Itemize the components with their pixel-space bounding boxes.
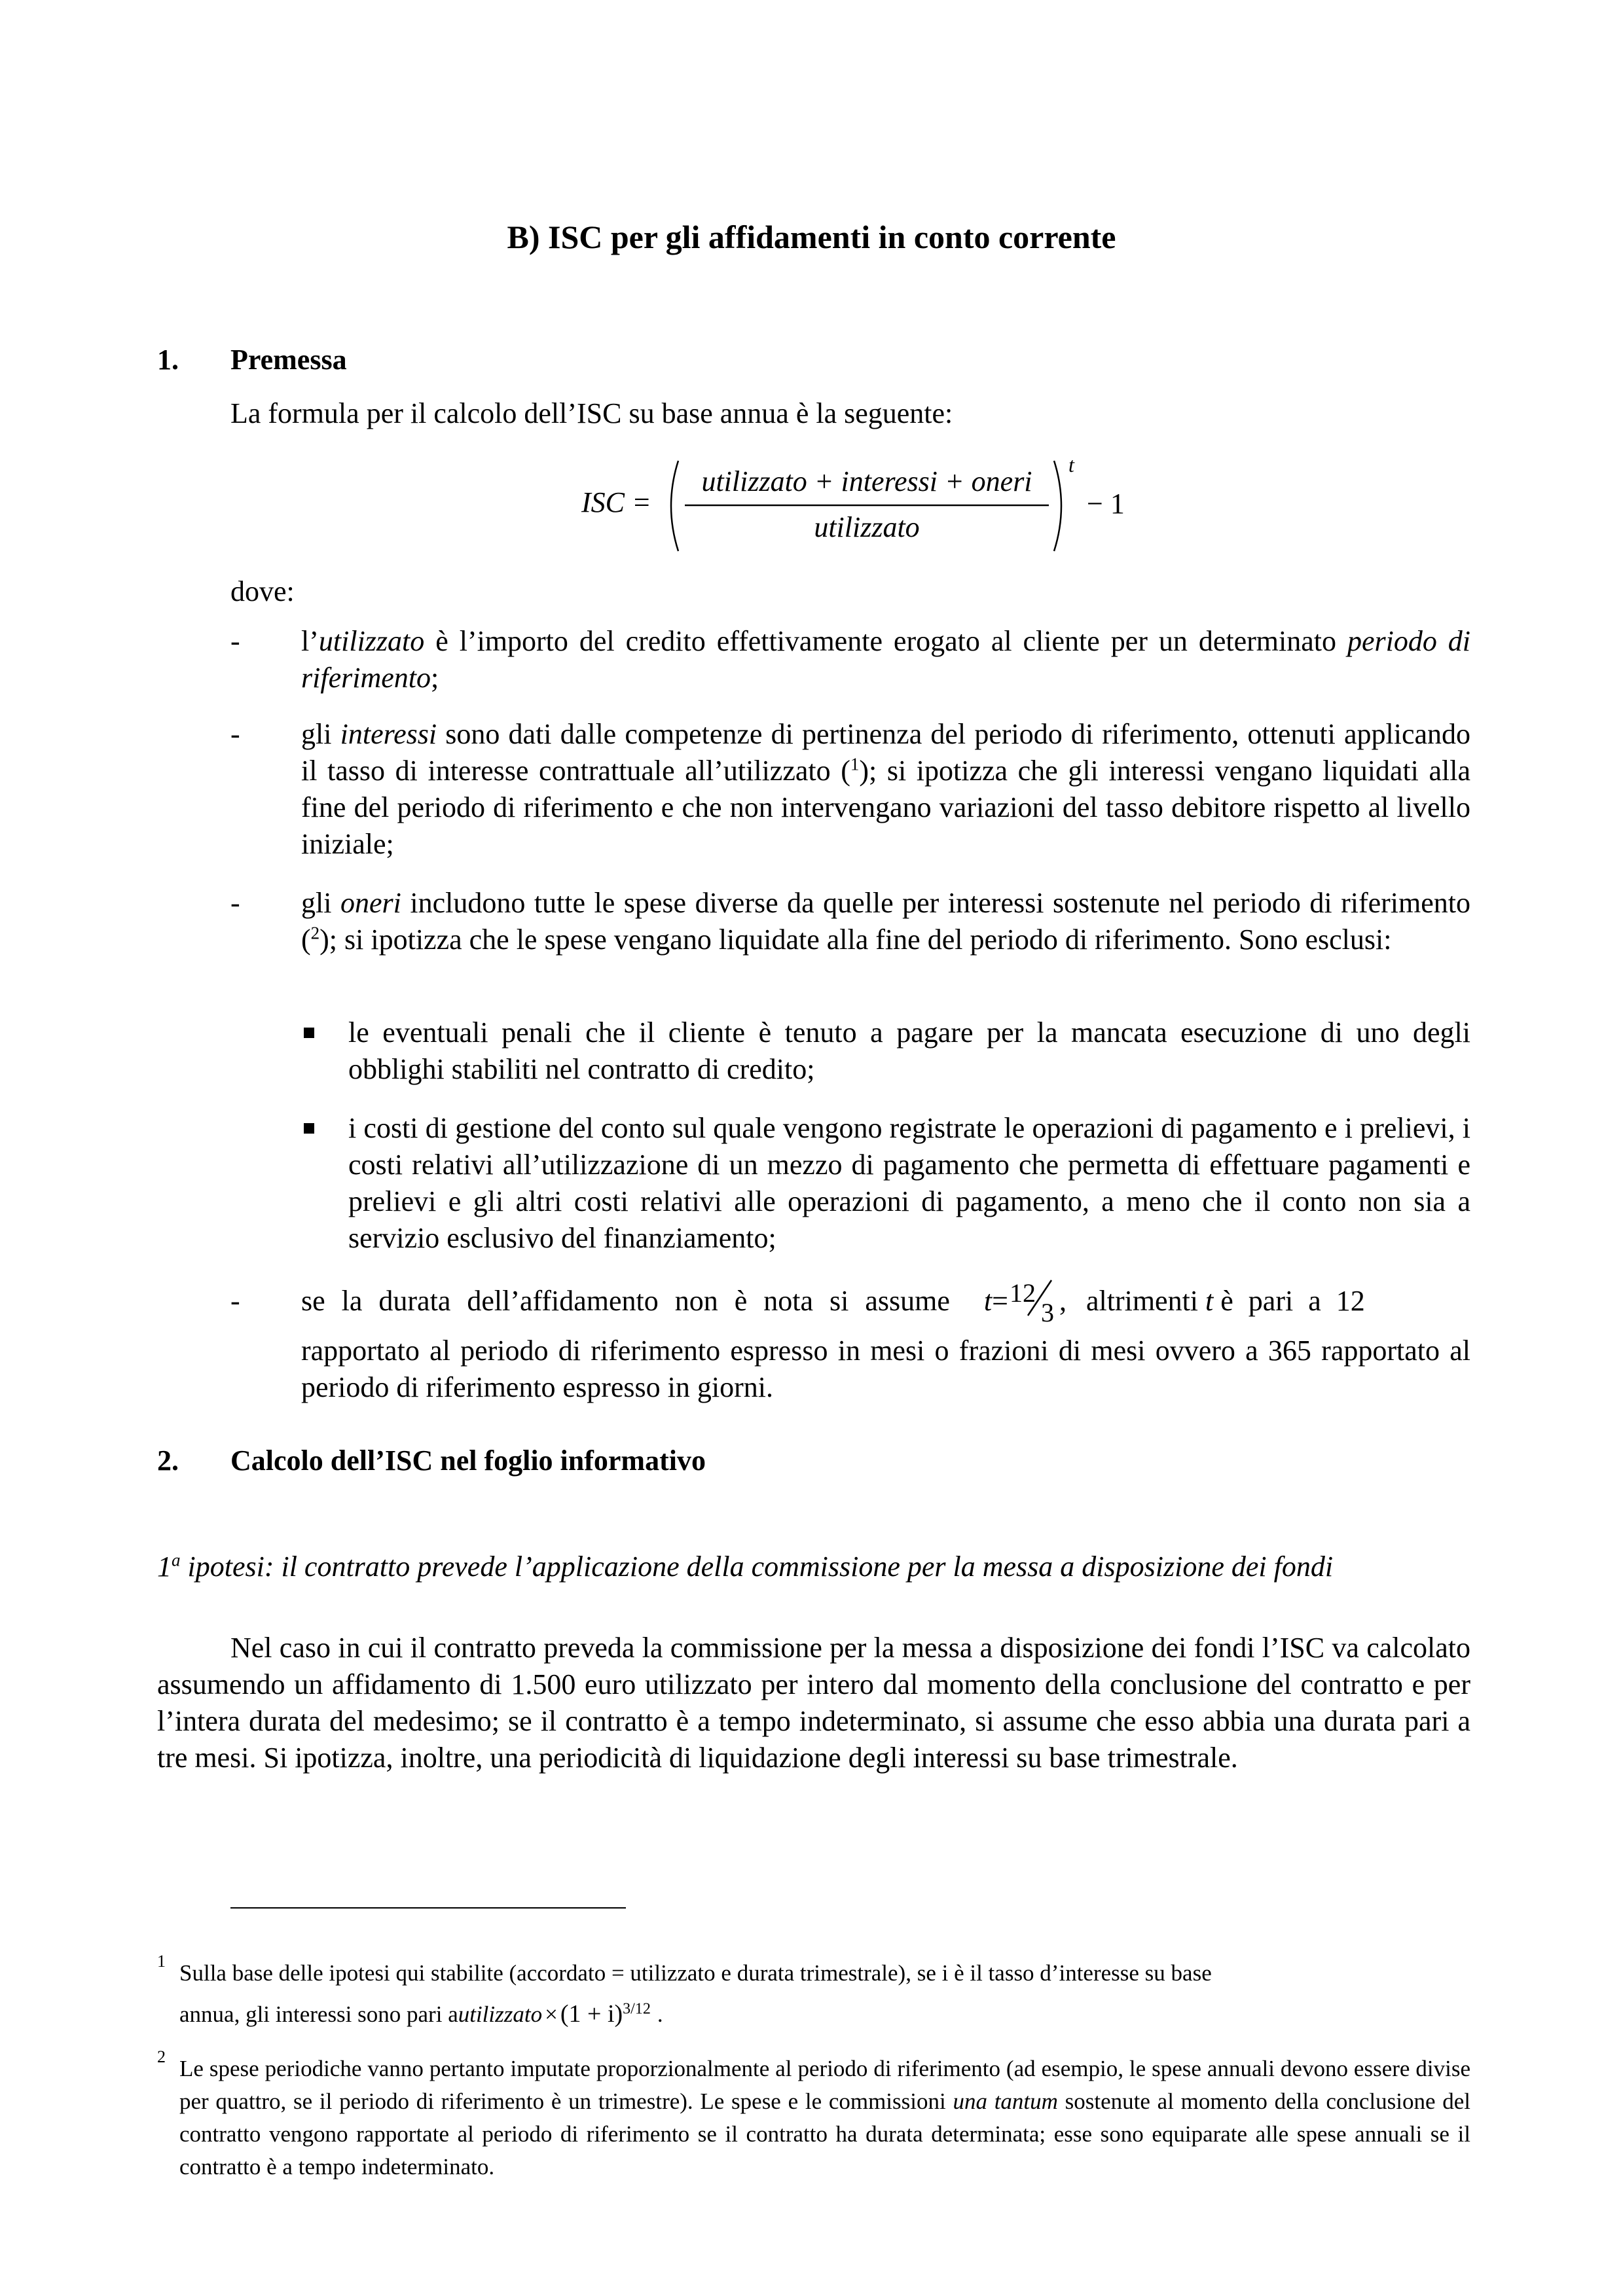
formula-exponent: t: [1068, 453, 1074, 476]
page-title: B) ISC per gli affidamenti in conto corrente: [507, 219, 1116, 255]
section-1-title: Premessa: [230, 344, 347, 376]
subbullet-costi: i costi di gestione del conto sul quale vengono registrate le operazioni di pagamento e i prelievi, i costi relativi all’utilizzazione di un mezzo di pagamento che permetta di effettuare pagamenti e prelievi e gli altri costi relativi alle operazioni di pagamento, a meno che il conto non sia a servizio esclusivo del finanziamento;: [348, 1112, 1470, 1254]
bullet-oneri: gli oneri includono tutte le spese diverse da quelle per interessi sostenute nel periodo di riferimento ($^2$); si ipotizza che le spese vengano liquidate alla fine del periodo di riferimento. Sono esclusi:: [301, 887, 1471, 956]
formula-numerator: utilizzato + interessi + oneri: [701, 465, 1032, 497]
bullet-dash: -: [230, 1285, 240, 1317]
bullet-utilizzato: l’utilizzato è l’importo del credito effettivamente erogato al cliente per un determinato periodo di riferimento;: [301, 625, 1470, 694]
bullet-dash: -: [230, 887, 240, 919]
fraction-12-3: 12 3: [1009, 1278, 1054, 1327]
formula-denominator: utilizzato: [814, 511, 920, 543]
bullet-dash: -: [230, 718, 240, 750]
t-variable: t: [983, 1285, 993, 1317]
subbullet-penali: le eventuali penali che il cliente è tenuto a pagare per la mancata esecuzione di uno degli obblighi stabiliti nel contratto di credito;: [348, 1016, 1470, 1085]
formula-intro: La formula per il calcolo dell’ISC su base annua è la seguente:: [230, 397, 953, 429]
bullet-durata: se la durata dell’affidamento non è nota si assume t= 12 3 , altrimenti t è pari a 12: [301, 1278, 1365, 1327]
hypothesis-heading: 1$^a$ ipotesi: il contratto prevede l’applicazione della commissione per la messa a disposizione dei fondi: [157, 1550, 1334, 1583]
footnote-2-mark: 2: [157, 2047, 166, 2066]
bullet-interessi: gli interessi sono dati dalle competenze di pertinenza del periodo di riferimento, ottenuti applicando il tasso di interesse contrattuale all’utilizzato ($^1$); si ipotizza che gli interessi vengano liquidati alla fine del periodo di riferimento e che non intervengano variazioni del tasso debitore rispetto al livello iniziale;: [301, 718, 1471, 860]
section-2-number: 2.: [157, 1444, 179, 1477]
section-1-number: 1.: [157, 344, 179, 376]
commissione-paragraph: Nel caso in cui il contratto preveda la commissione per la messa a disposizione dei fondi l’ISC va calcolato assumendo un affidamento di 1.500 euro utilizzato per intero dal momento della conclusione del contratto e per l’intera durata del medesimo; se il contratto è a tempo indeterminato, si assume che esso abbia una durata pari a tre mesi. Si ipotizza, inoltre, una periodicità di liquidazione degli interessi su base trimestrale.: [157, 1632, 1470, 1774]
footnote-1-line1: Sulla base delle ipotesi qui stabilite (accordato = utilizzato e durata trimestrale), se i è il tasso d’interesse su base: [179, 1960, 1212, 1986]
square-bullet-icon: [304, 1028, 314, 1038]
bullet-dash: -: [230, 625, 240, 657]
footnote-ref-2: 2: [310, 923, 320, 943]
bullet-durata-rest: rapportato al periodo di riferimento espresso in mesi o frazioni di mesi ovvero a 365 rapportato al periodo di riferimento espresso in giorni.: [301, 1335, 1470, 1403]
formula-lhs: ISC =: [581, 486, 651, 518]
footnote-separator: [230, 1907, 626, 1909]
dove-label: dove:: [230, 575, 295, 607]
footnote-1-mark: 1: [157, 1952, 166, 1971]
square-bullet-icon: [304, 1123, 314, 1134]
footnote-2-text: Le spese periodiche vanno pertanto imputate proporzionalmente al periodo di riferimento (ad esempio, le spese annuali devono essere divise per quattro, se il periodo di riferimento è un trimestre). Le spese e le commissioni una tantum sostenute al momento della conclusione del contratto vengono rapportate al periodo di riferimento se il contratto ha durata determinata; esse sono equiparate alle spese annuali se il contratto è a tempo indeterminato.: [179, 2056, 1470, 2179]
formula-rhs: − 1: [1087, 488, 1125, 520]
footnote-ref-1: 1: [850, 754, 860, 774]
footnote-1-line2: annua, gli interessi sono pari autilizzato × $(1 + i)^{3/12}$ .: [179, 2000, 663, 2028]
section-2-title: Calcolo dell’ISC nel foglio informativo: [230, 1444, 706, 1477]
